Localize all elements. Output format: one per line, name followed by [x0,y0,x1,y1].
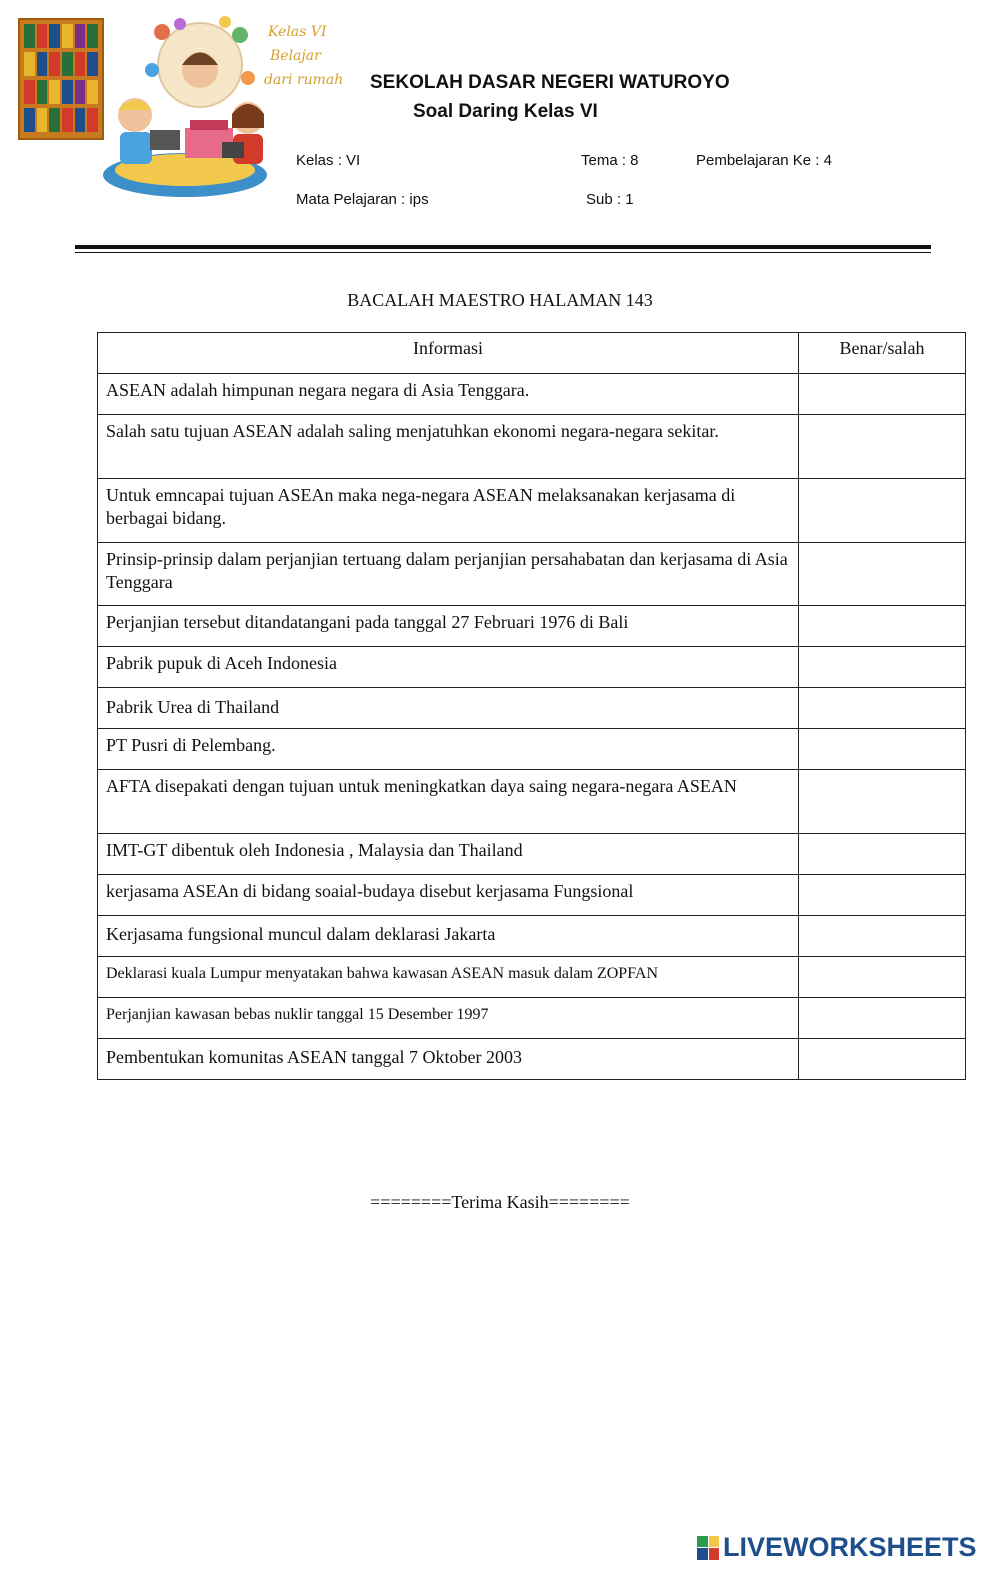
answer-cell[interactable] [799,770,966,834]
statement-cell: Pabrik Urea di Thailand [98,688,799,729]
header-divider-thin [75,252,931,253]
statement-cell: Prinsip-prinsip dalam perjanjian tertuang dalam perjanjian persahabatan dan kerjasama di Asia Tenggara [98,543,799,606]
school-logo [18,10,348,200]
instruction-text: BACALAH MAESTRO HALAMAN 143 [347,290,653,310]
school-name: SEKOLAH DASAR NEGERI WATUROYO [370,72,730,93]
kelas-label: Kelas : VI [296,152,361,169]
header-divider [75,245,931,249]
answer-cell[interactable] [799,998,966,1039]
statement-cell: Deklarasi kuala Lumpur menyatakan bahwa kawasan ASEAN masuk dalam ZOPFAN [98,957,799,998]
statement-cell: AFTA disepakati dengan tujuan untuk meningkatkan daya saing negara-negara ASEAN [98,770,799,834]
brand-name: LIVEWORKSHEETS [723,1532,977,1562]
table-row [98,729,966,770]
answer-cell[interactable] [799,606,966,647]
logo-line: Kelas VI [268,24,327,40]
statement-cell: IMT-GT dibentuk oleh Indonesia , Malaysia dan Thailand [98,834,799,875]
statement-cell: Pabrik pupuk di Aceh Indonesia [98,647,799,688]
answer-cell[interactable] [799,415,966,479]
statement-cell: ASEAN adalah himpunan negara negara di Asia Tenggara. [98,374,799,415]
statement-cell: kerjasama ASEAn di bidang soaial-budaya disebut kerjasama Fungsional [98,875,799,916]
answer-cell[interactable] [799,479,966,543]
sub-label: Sub : 1 [586,191,634,208]
table-row [98,647,966,688]
table-row [98,875,966,916]
answer-cell[interactable] [799,834,966,875]
table-row [98,957,966,998]
children-studying-illustration [90,10,270,200]
table-row [98,479,966,543]
worksheet-subtitle: Soal Daring Kelas VI [413,101,598,122]
table-row [98,1039,966,1080]
table-row [98,770,966,834]
logo-line: Belajar [270,48,321,64]
logo-caption [264,20,344,92]
mapel-label: Mata Pelajaran : ips [296,191,429,208]
statement-cell: Kerjasama fungsional muncul dalam deklarasi Jakarta [98,916,799,957]
table-row [98,916,966,957]
liveworksheets-logo [697,1532,977,1563]
column-header-info: Informasi [98,333,799,374]
answer-cell[interactable] [799,916,966,957]
column-header-answer: Benar/salah [799,333,966,374]
statement-cell: Perjanjian kawasan bebas nuklir tanggal 15 Desember 1997 [98,998,799,1039]
answer-cell[interactable] [799,875,966,916]
tema-label: Tema : 8 [581,152,639,169]
table-row [98,998,966,1039]
logo-line: dari rumah [264,72,344,88]
table-row [98,834,966,875]
table-row [98,374,966,415]
table-row [98,415,966,479]
answer-cell[interactable] [799,543,966,606]
answer-cell[interactable] [799,729,966,770]
answer-cell[interactable] [799,647,966,688]
answer-cell[interactable] [799,957,966,998]
table-row [98,543,966,606]
answer-cell[interactable] [799,1039,966,1080]
statement-cell: Pembentukan komunitas ASEAN tanggal 7 Oktober 2003 [98,1039,799,1080]
table-row [98,688,966,729]
closing-text: ========Terima Kasih======== [370,1192,630,1212]
statement-cell: Salah satu tujuan ASEAN adalah saling menjatuhkan ekonomi negara-negara sekitar. [98,415,799,479]
liveworksheets-icon [697,1536,719,1560]
statement-cell: PT Pusri di Pelembang. [98,729,799,770]
table-header-row [98,333,966,374]
statement-cell: Perjanjian tersebut ditandatangani pada tanggal 27 Februari 1976 di Bali [98,606,799,647]
answer-cell[interactable] [799,374,966,415]
answer-cell[interactable] [799,688,966,729]
pembelajaran-label: Pembelajaran Ke : 4 [696,152,832,169]
table-row [98,606,966,647]
true-false-table [97,332,966,1080]
statement-cell: Untuk emncapai tujuan ASEAn maka nega-negara ASEAN melaksanakan kerjasama di berbagai bidang. [98,479,799,543]
